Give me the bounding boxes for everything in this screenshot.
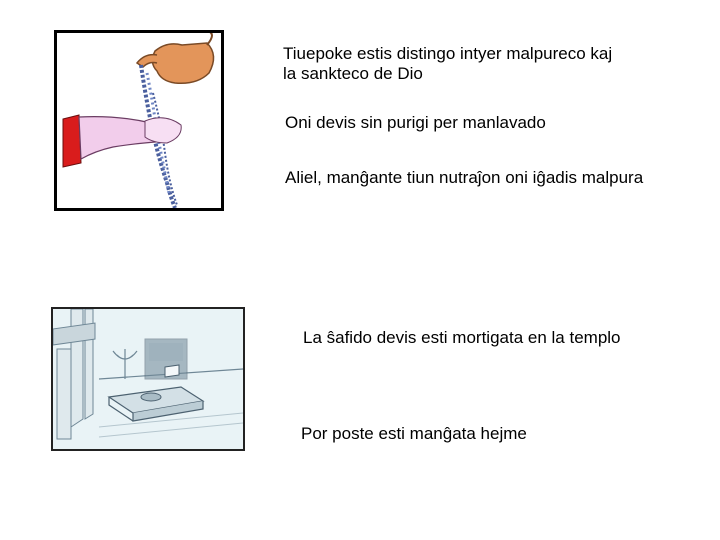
text-distinction: Tiuepoke estis distingo intyer malpureco kaj la sankteco de Dio (283, 44, 613, 83)
handwashing-illustration (54, 30, 224, 211)
text-handwashing: Oni devis sin purigi per manlavado (285, 113, 546, 132)
text-eaten-at-home: Por poste esti manĝata hejme (301, 424, 527, 443)
temple-illustration (51, 307, 245, 451)
temple-altar-icon (53, 309, 243, 449)
text-lamb-sacrifice: La ŝafido devis esti mortigata en la templo (303, 328, 621, 347)
handwashing-pitcher-icon (57, 33, 221, 208)
text-impurity: Aliel, manĝante tiun nutraĵon oni iĝadis malpura (285, 168, 644, 187)
